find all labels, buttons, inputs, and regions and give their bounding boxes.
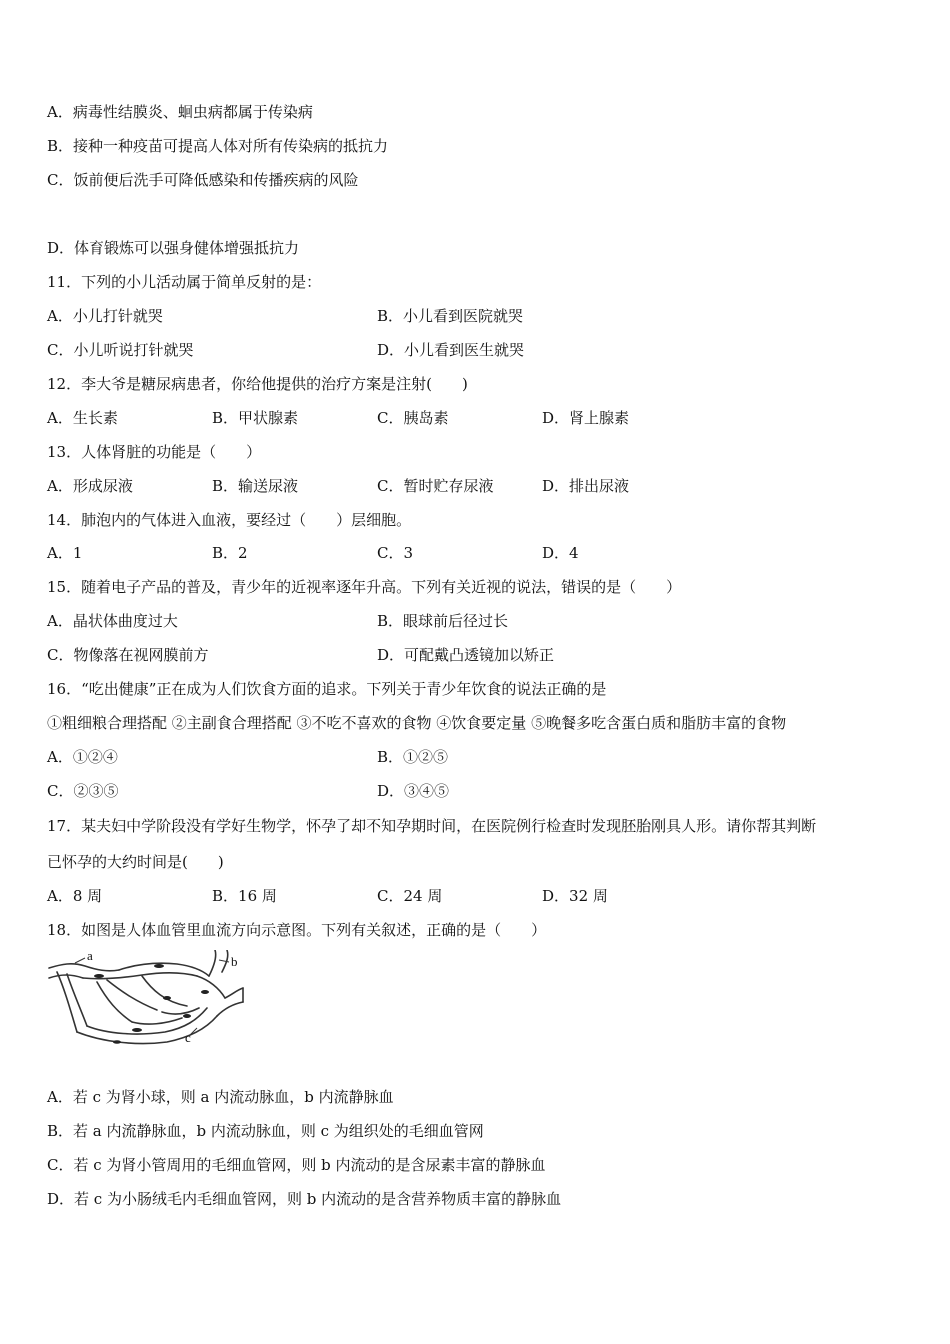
q14-option-d: D．4	[542, 544, 579, 562]
q14-stem: 14．肺泡内的气体进入血液，要经过（ ）层细胞。	[47, 511, 412, 529]
q17-stem-line2: 已怀孕的大约时间是( )	[47, 853, 224, 871]
q15-option-a: A．晶状体曲度过大	[47, 612, 178, 630]
q12-option-c: C．胰岛素	[377, 409, 449, 427]
q16-option-a: A．①②④	[47, 748, 118, 766]
figure-label-b: b	[231, 954, 238, 969]
q12-stem: 12．李大爷是糖尿病患者，你给他提供的治疗方案是注射( )	[47, 375, 468, 393]
q14-option-a: A．1	[47, 544, 83, 562]
q15-option-b: B．眼球前后径过长	[377, 612, 509, 630]
blood-vessel-diagram	[47, 950, 247, 1050]
q17-option-b: B．16 周	[212, 887, 277, 905]
q10-option-c: C．饭前便后洗手可降低感染和传播疾病的风险	[47, 171, 359, 189]
q11-stem: 11．下列的小儿活动属于简单反射的是：	[47, 273, 322, 291]
q12-option-b: B．甲状腺素	[212, 409, 299, 427]
q13-option-b: B．输送尿液	[212, 477, 299, 495]
q10-option-d: D．体育锻炼可以强身健体增强抵抗力	[47, 239, 300, 257]
q16-option-c: C．②③⑤	[47, 782, 119, 800]
q18-option-b: B．若 a 内流静脉血，b 内流动脉血，则 c 为组织处的毛细血管网	[47, 1122, 484, 1140]
figure-label-a: a	[87, 950, 93, 963]
q13-option-c: C．暂时贮存尿液	[377, 477, 494, 495]
q15-stem: 15．随着电子产品的普及，青少年的近视率逐年升高。下列有关近视的说法，错误的是（ ）	[47, 578, 682, 596]
q16-option-d: D．③④⑤	[377, 782, 450, 800]
q13-option-a: A．形成尿液	[47, 477, 133, 495]
q12-option-a: A．生长素	[47, 409, 118, 427]
q16-items: ①粗细粮合理搭配 ②主副食合理搭配 ③不吃不喜欢的食物 ④饮食要定量 ⑤晚餐多吃含蛋白质和脂肪丰富的食物	[47, 714, 787, 732]
q15-option-c: C．物像落在视网膜前方	[47, 646, 209, 664]
q17-option-d: D．32 周	[542, 887, 608, 905]
q10-option-b: B．接种一种疫苗可提高人体对所有传染病的抵抗力	[47, 137, 389, 155]
q11-option-c: C．小儿听说打针就哭	[47, 341, 194, 359]
q13-stem: 13．人体肾脏的功能是（ ）	[47, 443, 262, 461]
q18-option-c: C．若 c 为肾小管周用的毛细血管网，则 b 内流动的是含尿素丰富的静脉血	[47, 1156, 546, 1174]
q14-option-b: B．2	[212, 544, 248, 562]
figure-label-c: c	[185, 1030, 191, 1045]
q11-option-d: D．小儿看到医生就哭	[377, 341, 525, 359]
q11-option-a: A．小儿打针就哭	[47, 307, 163, 325]
q11-option-b: B．小儿看到医院就哭	[377, 307, 524, 325]
q18-stem: 18．如图是人体血管里血流方向示意图。下列有关叙述，正确的是（ ）	[47, 921, 547, 939]
q10-option-a: A．病毒性结膜炎、蛔虫病都属于传染病	[47, 103, 313, 121]
q17-stem-line1: 17．某夫妇中学阶段没有学好生物学，怀孕了却不知孕期时间，在医院例行检查时发现胚胎刚具人形。请你帮其判断	[47, 817, 817, 835]
q16-option-b: B．①②⑤	[377, 748, 449, 766]
q15-option-d: D．可配戴凸透镜加以矫正	[377, 646, 555, 664]
q13-option-d: D．排出尿液	[542, 477, 630, 495]
q18-option-a: A．若 c 为肾小球，则 a 内流动脉血，b 内流静脉血	[47, 1088, 394, 1106]
q17-option-c: C．24 周	[377, 887, 443, 905]
q18-option-d: D．若 c 为小肠绒毛内毛细血管网，则 b 内流动的是含营养物质丰富的静脉血	[47, 1190, 562, 1208]
q17-option-a: A．8 周	[47, 887, 103, 905]
q14-option-c: C．3	[377, 544, 414, 562]
q12-option-d: D．肾上腺素	[542, 409, 630, 427]
q16-stem: 16．“吃出健康”正在成为人们饮食方面的追求。下列关于青少年饮食的说法正确的是	[47, 680, 607, 698]
